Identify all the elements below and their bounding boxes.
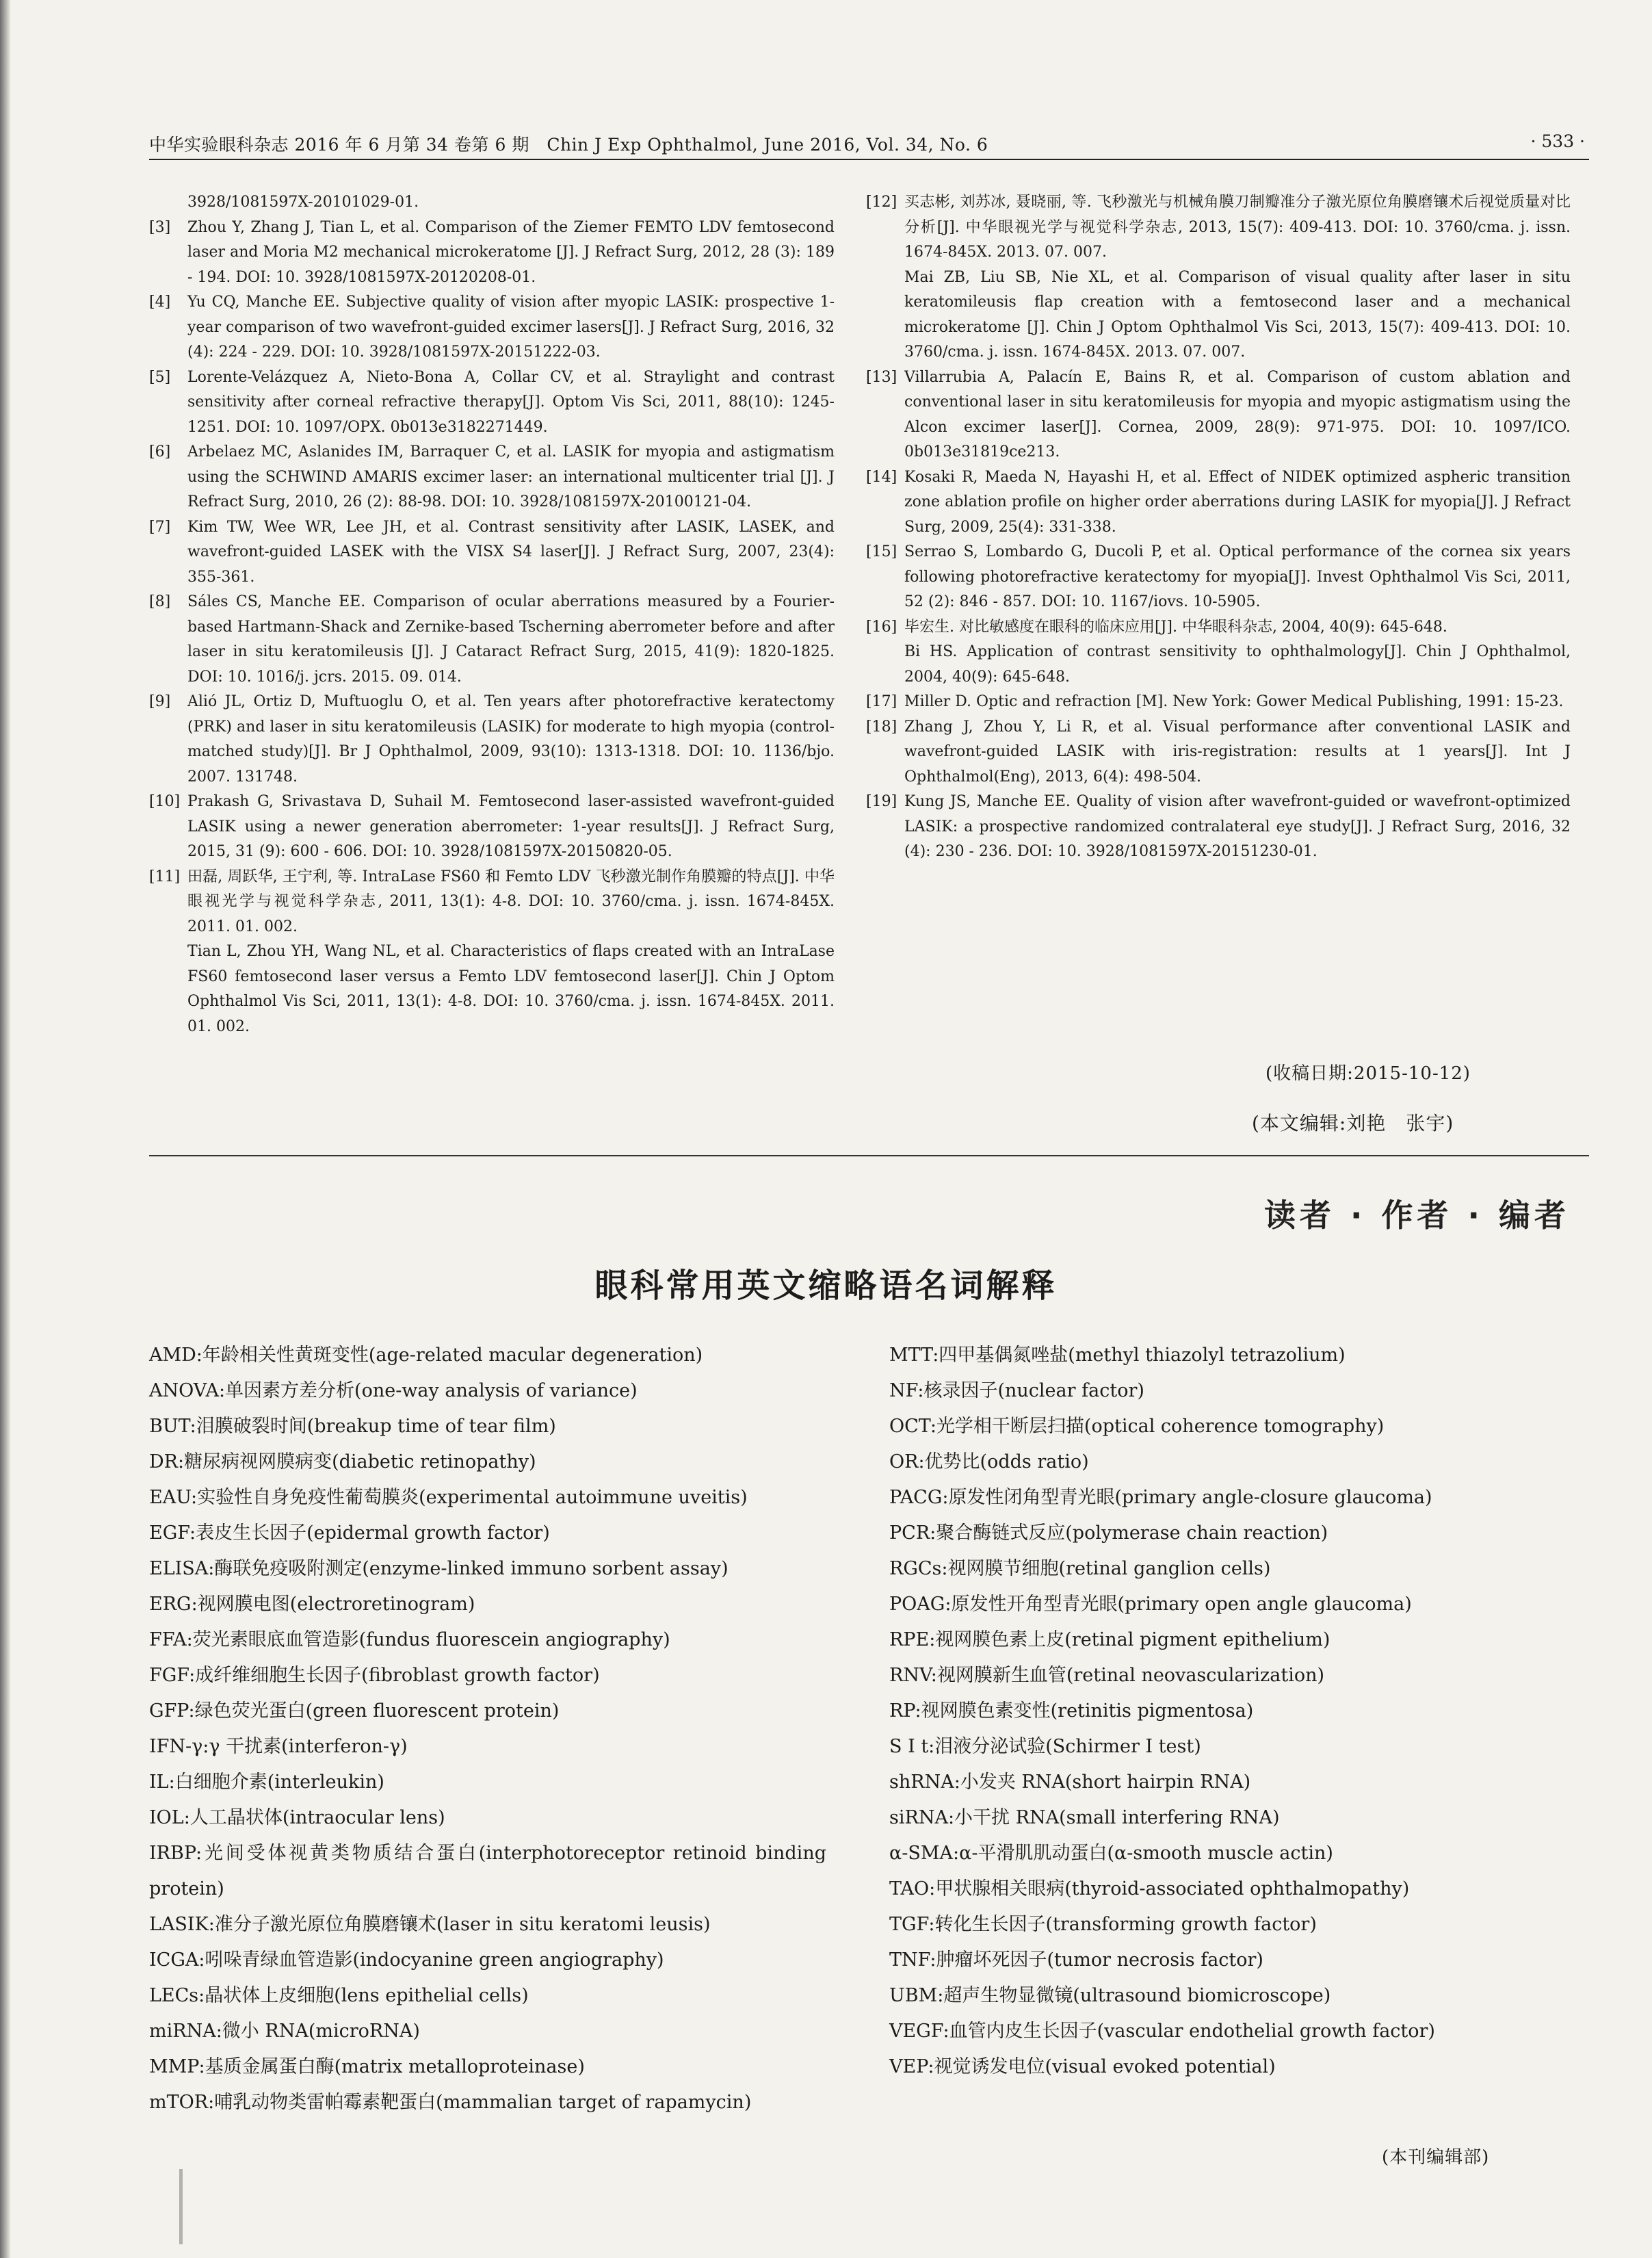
glossary-entry: RPE:视网膜色素上皮(retinal pigment epithelium) — [889, 1629, 1330, 1650]
glossary-entry: UBM:超声生物显微镜(ultrasound biomicroscope) — [889, 1985, 1331, 2006]
reference-item: [11] 田磊, 周跃华, 王宁利, 等. IntraLase FS60 和 Femto LDV 飞秒激光制作角膜瓣的特点[J]. 中华眼视光学与视觉科学杂志, 2011, 13(1): 4-8. DOI: 10. 3760/cma. j. issn. 1674-845X. 2011. 01. 002. Tian L, Zhou YH, Wang NL, et al. Characteristics of flaps created with an IntraLase FS60 femtosecond laser versus a Femto LDV femtosecond laser[J]. Chin J Optom Ophthalmol Vis Sci, 2011, 13(1): 4-8. DOI: 10. 3760/cma. j. issn. 1674-845X. 2011. 01. 002. — [149, 868, 835, 1035]
journal-citation: 中华实验眼科杂志 2016 年 6 月第 34 卷第 6 期 Chin J Exp Ophthalmol, June 2016, Vol. 34, No. 6 — [149, 135, 988, 155]
glossary-entry: RP:视网膜色素变性(retinitis pigmentosa) — [889, 1700, 1254, 1722]
glossary-entry: PACG:原发性闭角型青光眼(primary angle-closure glaucoma) — [889, 1487, 1432, 1508]
glossary-entry: MMP:基质金属蛋白酶(matrix metalloproteinase) — [149, 2056, 585, 2077]
reference-item: [8] Sáles CS, Manche EE. Comparison of ocular aberrations measured by a Fourier-based Hartmann-Shack and Zernike-based Tscherning aberrometer before and after laser in situ keratomileusis [J]. J Cataract Refract Surg, 2015, 41(9): 1820-1825. DOI: 10. 1016/j. jcrs. 2015. 09. 014. — [149, 593, 835, 686]
glossary-entry: ICGA:吲哚青绿血管造影(indocyanine green angiography) — [149, 1949, 664, 1971]
glossary-entry: FFA:荧光素眼底血管造影(fundus fluorescein angiography) — [149, 1629, 670, 1650]
scan-mark — [179, 2169, 183, 2244]
glossary-entry: MTT:四甲基偶氮唑盐(methyl thiazolyl tetrazolium) — [889, 1345, 1346, 1366]
glossary-entry: TNF:肿瘤坏死因子(tumor necrosis factor) — [889, 1949, 1263, 1971]
reference-item: [18] Zhang J, Zhou Y, Li R, et al. Visual performance after conventional LASIK and wavefront-guided LASIK with iris-registration: results at 1 years[J]. Int J Ophthalmol(Eng), 2013, 6(4): 498-504. — [866, 718, 1571, 786]
glossary-entry: IL:白细胞介素(interleukin) — [149, 1772, 384, 1793]
glossary-entry: EGF:表皮生长因子(epidermal growth factor) — [149, 1522, 550, 1544]
glossary-entry: LASIK:准分子激光原位角膜磨镶术(laser in situ keratomi leusis) — [149, 1914, 711, 1935]
glossary-entry: ANOVA:单因素方差分析(one-way analysis of variance) — [149, 1380, 638, 1401]
glossary-entry: IRBP:光间受体视黄类物质结合蛋白(interphotoreceptor retinoid binding protein) — [149, 1843, 826, 1899]
reference-item: [17] Miller D. Optic and refraction [M]. New York: Gower Medical Publishing, 1991: 15-23. — [866, 693, 1564, 710]
reference-item: [6] Arbelaez MC, Aslanides IM, Barraquer C, et al. LASIK for myopia and astigmatism using the SCHWIND AMARIS excimer laser: an international multicenter trial [J]. J Refract Surg, 2010, 26 (2): 88-98. DOI: 10. 3928/1081597X-20100121-04. — [149, 443, 835, 510]
reference-item: [13] Villarrubia A, Palacín E, Bains R, et al. Comparison of custom ablation and conventional laser in situ keratomileusis for myopia and myopic astigmatism using the Alcon excimer laser[J]. Cornea, 2009, 28(9): 971-975. DOI: 10. 1097/ICO. 0b013e31819ce213. — [866, 368, 1571, 460]
received-date: (收稿日期:2015-10-12) — [1266, 1063, 1471, 1084]
glossary-column-right — [889, 1338, 1573, 2085]
reference-item: [7] Kim TW, Wee WR, Lee JH, et al. Contrast sensitivity after LASIK, LASEK, and wavefront-guided LASEK with the VISX S4 laser[J]. J Refract Surg, 2007, 23(4): 355-361. — [149, 518, 835, 586]
article-editors: (本文编辑:刘艳 张宇) — [1252, 1112, 1454, 1134]
glossary-entry: siRNA:小干扰 RNA(small interfering RNA) — [889, 1807, 1280, 1828]
glossary-entry: DR:糖尿病视网膜病变(diabetic retinopathy) — [149, 1451, 536, 1472]
reference-item: [9] Alió JL, Ortiz D, Muftuoglu O, et al. Ten years after photorefractive keratectomy (PRK) and laser in situ keratomileusis (LASIK) for moderate to high myopia (control-matched study)[J]. Br J Ophthalmol, 2009, 93(10): 1313-1318. DOI: 10. 1136/bjo. 2007. 131748. — [149, 693, 835, 786]
reference-item: [5] Lorente-Velázquez A, Nieto-Bona A, Collar CV, et al. Straylight and contrast sensitivity after corneal refractive therapy[J]. Optom Vis Sci, 2011, 88(10): 1245-1251. DOI: 10. 1097/OPX. 0b013e3182271449. — [149, 368, 835, 436]
glossary-entry: VEP:视觉诱发电位(visual evoked potential) — [889, 2056, 1276, 2077]
glossary-entry: TGF:转化生长因子(transforming growth factor) — [889, 1914, 1317, 1935]
editorial-signoff: (本刊编辑部) — [1382, 2147, 1490, 2168]
reference-item: [19] Kung JS, Manche EE. Quality of vision after wavefront-guided or wavefront-optimized LASIK: a prospective randomized contralateral eye study[J]. J Refract Surg, 2016, 32 (4): 230 - 236. DOI: 10. 3928/1081597X-20151230-01. — [866, 793, 1571, 860]
glossary-entry: IOL:人工晶状体(intraocular lens) — [149, 1807, 445, 1828]
reference-item: [4] Yu CQ, Manche EE. Subjective quality of vision after myopic LASIK: prospective 1-year comparison of two wavefront-guided excimer lasers[J]. J Refract Surg, 2016, 32 (4): 224 - 229. DOI: 10. 3928/1081597X-20151222-03. — [149, 294, 835, 361]
running-header — [149, 129, 1589, 160]
glossary-entry: miRNA:微小 RNA(microRNA) — [149, 2021, 420, 2042]
glossary-entry: LECs:晶状体上皮细胞(lens epithelial cells) — [149, 1985, 529, 2006]
glossary-entry: NF:核录因子(nuclear factor) — [889, 1380, 1144, 1401]
glossary-entry: FGF:成纤维细胞生长因子(fibroblast growth factor) — [149, 1665, 600, 1686]
reference-item: [12] 买志彬, 刘苏冰, 聂晓丽, 等. 飞秒激光与机械角膜刀制瓣准分子激光原位角膜磨镶术后视觉质量对比分析[J]. 中华眼视光学与视觉科学杂志, 2013, 15(7): 409-413. DOI: 10. 3760/cma. j. issn. 1674-845X. 2013. 07. 007. Mai ZB, Liu SB, Nie XL, et al. Comparison of visual quality after laser in situ keratomileusis flap creation with a femtosecond laser and a mechanical microkeratome [J]. Chin J Optom Ophthalmol Vis Sci, 2013, 15(7): 409-413. DOI: 10. 3760/cma. j. issn. 1674-845X. 2013. 07. 007. — [866, 194, 1571, 361]
glossary-entry: GFP:绿色荧光蛋白(green fluorescent protein) — [149, 1700, 560, 1722]
section-heading: 读者 · 作者 · 编者 — [1263, 1197, 1570, 1234]
glossary-entry: AMD:年龄相关性黄斑变性(age-related macular degeneration) — [149, 1345, 703, 1366]
glossary-entry: BUT:泪膜破裂时间(breakup time of tear film) — [149, 1416, 556, 1437]
glossary-title: 眼科常用英文缩略语名词解释 — [594, 1267, 1058, 1305]
glossary-entry: shRNA:小发夹 RNA(short hairpin RNA) — [889, 1772, 1251, 1793]
glossary-entry: α-SMA:α-平滑肌肌动蛋白(α-smooth muscle actin) — [889, 1843, 1333, 1864]
glossary-entry: ELISA:酶联免疫吸附测定(enzyme-linked immuno sorbent assay) — [149, 1558, 729, 1579]
references-column-left — [149, 190, 835, 1039]
glossary-entry: OR:优势比(odds ratio) — [889, 1451, 1089, 1472]
references-column-right — [866, 190, 1571, 865]
glossary-column-left — [149, 1338, 826, 2120]
reference-continuation: 3928/1081597X-20101029-01. — [187, 194, 419, 211]
glossary-entry: VEGF:血管内皮生长因子(vascular endothelial growth factor) — [889, 2021, 1435, 2042]
page-number: · 533 · — [1530, 131, 1585, 151]
glossary-entry: RNV:视网膜新生血管(retinal neovascularization) — [889, 1665, 1325, 1686]
section-divider — [149, 1155, 1589, 1156]
glossary-entry: ERG:视网膜电图(electroretinogram) — [149, 1594, 475, 1615]
glossary-entry: TAO:甲状腺相关眼病(thyroid-associated ophthalmopathy) — [889, 1878, 1410, 1899]
reference-item: [15] Serrao S, Lombardo G, Ducoli P, et al. Optical performance of the cornea six years following photorefractive keratectomy for myopia[J]. Invest Ophthalmol Vis Sci, 2011, 52 (2): 846 - 857. DOI: 10. 1167/iovs. 10-5905. — [866, 543, 1571, 610]
glossary-entry: mTOR:哺乳动物类雷帕霉素靶蛋白(mammalian target of rapamycin) — [149, 2092, 752, 2113]
glossary-entry: RGCs:视网膜节细胞(retinal ganglion cells) — [889, 1558, 1271, 1579]
scan-edge-shadow — [0, 0, 11, 2258]
glossary-entry: POAG:原发性开角型青光眼(primary open angle glaucoma) — [889, 1594, 1412, 1615]
reference-item: [3] Zhou Y, Zhang J, Tian L, et al. Comparison of the Ziemer FEMTO LDV femtosecond laser and Moria M2 mechanical microkeratome [J]. J Refract Surg, 2012, 28 (3): 189 - 194. DOI: 10. 3928/1081597X-20120208-01. — [149, 218, 835, 286]
glossary-entry: OCT:光学相干断层扫描(optical coherence tomography) — [889, 1416, 1385, 1437]
glossary-entry: S I t:泪液分泌试验(Schirmer Ⅰ test) — [889, 1736, 1201, 1757]
glossary-entry: EAU:实验性自身免疫性葡萄膜炎(experimental autoimmune uveitis) — [149, 1487, 748, 1508]
reference-item: [14] Kosaki R, Maeda N, Hayashi H, et al. Effect of NIDEK optimized aspheric transition zone ablation profile on higher order aberrations during LASIK for myopia[J]. J Refract Surg, 2009, 25(4): 331-338. — [866, 468, 1571, 536]
reference-item: [16] 毕宏生. 对比敏感度在眼科的临床应用[J]. 中华眼科杂志, 2004, 40(9): 645-648. Bi HS. Application of contrast sensitivity to ophthalmology[J]. Chin J Ophthalmol, 2004, 40(9): 645-648. — [866, 618, 1571, 686]
glossary-entry: IFN-γ:γ 干扰素(interferon-γ) — [149, 1736, 408, 1757]
glossary-entry: PCR:聚合酶链式反应(polymerase chain reaction) — [889, 1522, 1328, 1544]
reference-item: [10] Prakash G, Srivastava D, Suhail M. Femtosecond laser-assisted wavefront-guided LASIK using a newer generation aberrometer: 1-year results[J]. J Refract Surg, 2015, 31 (9): 600 - 606. DOI: 10. 3928/1081597X-20150820-05. — [149, 793, 835, 860]
